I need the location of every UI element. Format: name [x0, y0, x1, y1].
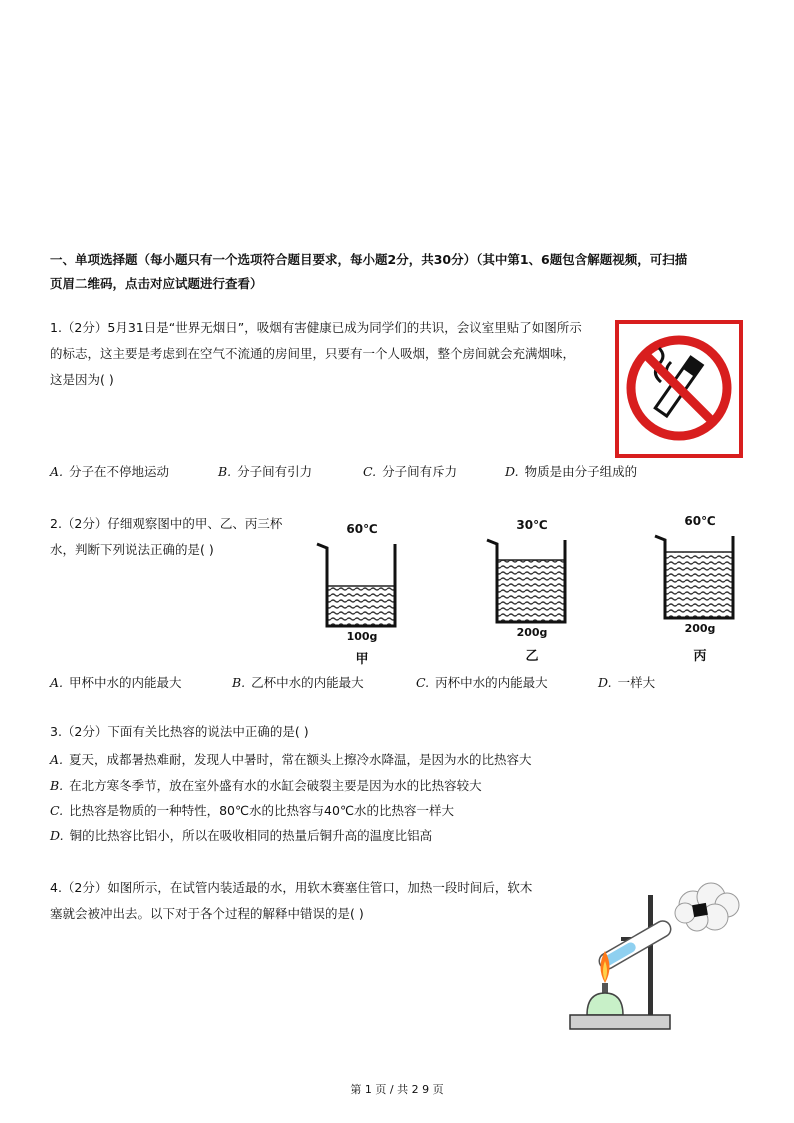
- beaker-jia-mass: 100g: [346, 630, 378, 643]
- beaker-yi-temp: 30℃: [516, 518, 548, 532]
- option-text: 分子间有引力: [237, 464, 313, 479]
- test-tube-apparatus: [565, 875, 745, 1037]
- option-text: 在北方寒冬季节，放在室外盛有水的水缸会破裂主要是因为水的比热容较大: [69, 778, 482, 793]
- option-letter: D.: [50, 828, 64, 843]
- option-letter: C.: [50, 803, 64, 818]
- beaker-jia-temp: 60℃: [346, 522, 378, 536]
- no-smoking-sign: [615, 320, 743, 458]
- option-letter: B.: [50, 778, 64, 793]
- q2-option-d[interactable]: [598, 673, 655, 693]
- section-title-line2: 页眉二维码，点击对应试题进行查看）: [50, 276, 263, 291]
- q3-option-b[interactable]: [50, 776, 482, 796]
- option-letter: D.: [598, 675, 612, 690]
- q1-stem-line2: 的标志，这主要是考虑到在空气不流通的房间里，只要有一个人吸烟，整个房间就会充满烟味，: [50, 346, 576, 361]
- option-text: 甲杯中水的内能最大: [69, 675, 182, 690]
- q1-option-d[interactable]: [505, 462, 637, 482]
- q3-stem: 3.（2分）下面有关比热容的说法中正确的是( ): [50, 724, 309, 739]
- section-title-line1: 一、单项选择题（每小题只有一个选项符合题目要求，每小题2分，共30分）（其中第1、6题包含解题视频，可扫描: [50, 252, 688, 267]
- option-text: 铜的比热容比铝小，所以在吸收相同的热量后铜升高的温度比铝高: [69, 828, 433, 843]
- beaker-yi-mass: 200g: [516, 626, 548, 639]
- option-letter: B.: [232, 675, 246, 690]
- option-letter: D.: [505, 464, 519, 479]
- option-letter: B.: [218, 464, 232, 479]
- beaker-bing-name: 丙: [693, 649, 707, 664]
- option-text: 夏天，成都暑热难耐，发现人中暑时，常在额头上擦冷水降温，是因为水的比热容大: [69, 752, 532, 767]
- beaker-yi-name: 乙: [525, 649, 539, 664]
- q1-stem-line1: 1.（2分）5月31日是“世界无烟日”，吸烟有害健康已成为同学们的共识，会议室里贴了如图所示: [50, 320, 582, 335]
- q2-stem-line2: 水，判断下列说法正确的是( ): [50, 542, 214, 557]
- option-letter: A.: [50, 464, 64, 479]
- option-letter: A.: [50, 675, 64, 690]
- option-letter: A.: [50, 752, 64, 767]
- beaker-jia: [315, 538, 407, 636]
- q2-option-b[interactable]: [232, 673, 364, 693]
- beaker-bing: [653, 530, 745, 628]
- option-text: 分子在不停地运动: [69, 464, 170, 479]
- option-text: 一样大: [617, 675, 656, 690]
- q1-option-c[interactable]: [363, 462, 457, 482]
- beaker-yi: [485, 534, 577, 632]
- q1-option-a[interactable]: [50, 462, 169, 482]
- q3-option-d[interactable]: [50, 826, 432, 846]
- q2-option-c[interactable]: [416, 673, 548, 693]
- page-footer: 第 1 页 / 共 2 9 页: [350, 1083, 444, 1096]
- beaker-jia-name: 甲: [355, 652, 369, 667]
- beaker-bing-mass: 200g: [684, 622, 716, 635]
- q2-option-a[interactable]: [50, 673, 182, 693]
- option-text: 比热容是物质的一种特性，80℃水的比热容与40℃水的比热容一样大: [69, 803, 454, 818]
- q1-stem-line3: 这是因为( ): [50, 372, 114, 387]
- q4-stem-line1: 4.（2分）如图所示，在试管内装适最的水，用软木赛塞住管口，加热一段时间后，软木: [50, 880, 533, 895]
- q1-option-b[interactable]: [218, 462, 312, 482]
- q3-option-c[interactable]: [50, 801, 454, 821]
- option-letter: C.: [416, 675, 430, 690]
- option-text: 乙杯中水的内能最大: [251, 675, 364, 690]
- option-text: 物质是由分子组成的: [524, 464, 638, 479]
- q3-option-a[interactable]: [50, 750, 532, 770]
- beaker-bing-temp: 60℃: [684, 514, 716, 528]
- q2-stem-line1: 2.（2分）仔细观察图中的甲、乙、丙三杯: [50, 516, 283, 531]
- q4-stem-line2: 塞就会被冲出去。以下对于各个过程的解释中错误的是( ): [50, 906, 364, 921]
- option-letter: C.: [363, 464, 377, 479]
- option-text: 丙杯中水的内能最大: [435, 675, 548, 690]
- option-text: 分子间有斥力: [382, 464, 458, 479]
